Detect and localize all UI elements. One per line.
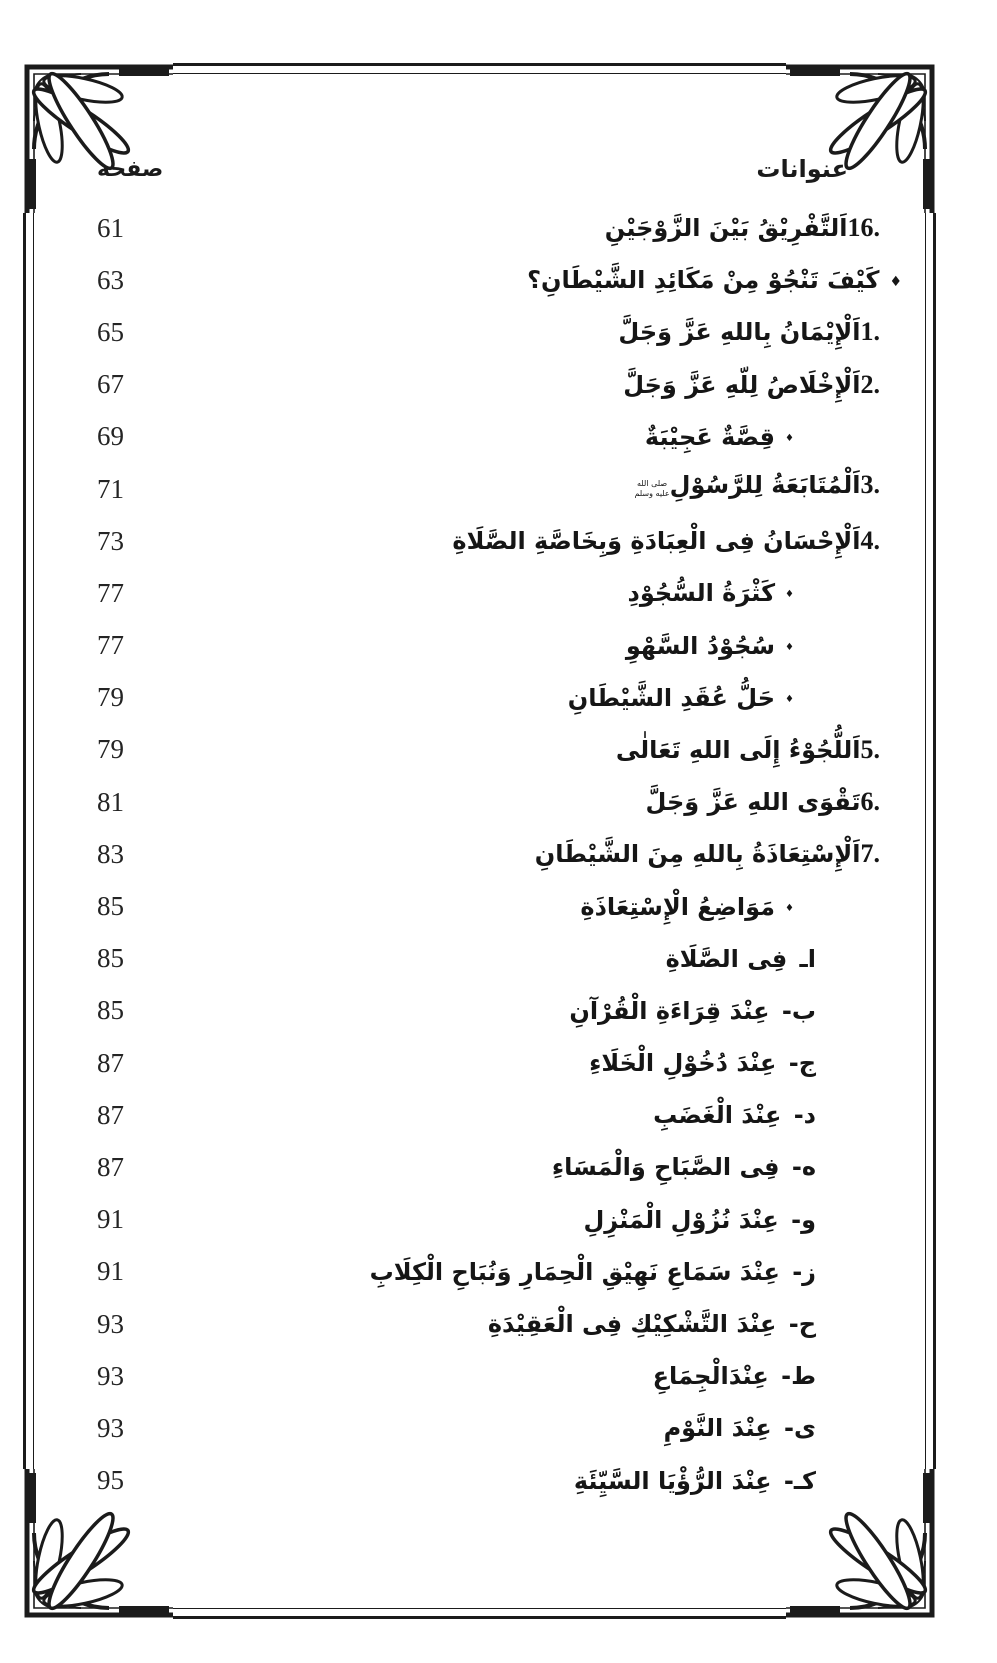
- entry-title: تَقْوَى اللهِ عَزَّ وَجَلَّ: [645, 788, 861, 817]
- toc-row: [35, 828, 930, 880]
- entry-title: عِنْدَالْجِمَاعِ: [652, 1362, 769, 1391]
- toc-row: [35, 1455, 930, 1507]
- bullet-icon: ♦: [785, 693, 794, 705]
- toc-row: [35, 567, 930, 619]
- toc-page-number: 93: [97, 1360, 124, 1391]
- bullet-icon: ♦: [785, 641, 794, 653]
- toc-entry: [625, 631, 930, 660]
- entry-title: عِنْدَ الرُّؤْيَا السَّيِّئَةِ: [573, 1466, 772, 1495]
- toc-row: [35, 1298, 930, 1350]
- toc-page-number: 77: [97, 630, 124, 661]
- toc-entry: [569, 996, 930, 1025]
- page-column-header: صفحه: [97, 156, 164, 182]
- toc-page-number: 77: [97, 577, 124, 608]
- entry-letter: ج-: [780, 1049, 816, 1078]
- toc-page-number: 79: [97, 682, 124, 713]
- entry-title: عِنْدَ الْغَضَبِ: [653, 1101, 782, 1130]
- toc-row: [35, 880, 930, 932]
- entry-letter: د-: [785, 1101, 816, 1130]
- entry-letter: ط-: [772, 1362, 816, 1391]
- toc-row: [35, 202, 930, 254]
- toc-entry: [589, 1049, 930, 1078]
- entry-title: اَلْإِخْلَاصُ لِلّهِ عَزَّ وَجَلَّ: [623, 370, 861, 399]
- toc-entry: [665, 944, 930, 973]
- toc-entry: [452, 528, 930, 554]
- toc-page-number: 85: [97, 943, 124, 974]
- entry-letter: ح-: [780, 1310, 816, 1339]
- entry-number: 6.: [860, 787, 880, 817]
- entry-letter: ز-: [783, 1257, 816, 1286]
- toc-row: [35, 254, 930, 306]
- toc-page-number: 87: [97, 1099, 124, 1130]
- toc-entry: [644, 422, 930, 451]
- entry-title: كَيْفَ تَنْجُوْ مِنْ مَكَائِدِ الشَّيْطَانِ؟: [527, 266, 880, 295]
- toc-row: [35, 1037, 930, 1089]
- entry-letter: كـ-: [775, 1466, 816, 1495]
- toc-page-number: 71: [97, 473, 124, 504]
- toc-page-number: 85: [97, 891, 124, 922]
- entry-letter: ى-: [775, 1414, 816, 1443]
- toc-page-number: 81: [97, 786, 124, 817]
- entry-title: اَلتَّفْرِيْقُ بَيْنَ الزَّوْجَيْنِ: [604, 214, 848, 243]
- toc-row: [35, 1402, 930, 1454]
- entry-title: مَوَاضِعُ الْإِسْتِعَاذَةِ: [580, 892, 776, 921]
- toc-entry: [653, 1101, 930, 1130]
- toc-entry: [615, 734, 930, 764]
- entry-number: 2.: [860, 369, 880, 399]
- toc-entry: [605, 215, 930, 241]
- entry-title: عِنْدَ النَّوْمِ: [663, 1414, 772, 1443]
- toc-page-number: 73: [97, 525, 124, 556]
- toc-row: [35, 515, 930, 567]
- entry-title: حَلُّ عُقَدِ الشَّيْطَانِ: [567, 683, 776, 712]
- entry-number: 16.: [847, 213, 880, 243]
- entry-letter: ه-: [783, 1153, 816, 1182]
- saw-honorific: صلى الله عليه وسلم: [634, 479, 670, 499]
- entry-title: كَثْرَةُ السُّجُوْدِ: [627, 579, 776, 608]
- entry-title: اَلْإِيْمَانُ بِاللهِ عَزَّ وَجَلَّ: [618, 318, 861, 347]
- entry-number: 7.: [860, 839, 880, 869]
- toc-page-number: 91: [97, 1204, 124, 1235]
- toc-row: [35, 985, 930, 1037]
- toc-entry: [663, 1414, 930, 1443]
- entry-title: عِنْدَ قِرَاءَةِ الْقُرْآنِ: [569, 996, 770, 1025]
- toc-entry: [369, 1257, 930, 1286]
- toc-entry: [567, 683, 930, 712]
- bullet-icon: ♦: [785, 432, 794, 444]
- entry-title: سُجُوْدُ السَّهْوِ: [625, 631, 776, 660]
- toc-entry: [551, 1153, 930, 1182]
- toc-page-number: 91: [97, 1256, 124, 1287]
- toc-entry: [580, 892, 930, 921]
- titles-column-header: عنوانات: [756, 155, 848, 183]
- entry-letter: ب-: [773, 996, 816, 1025]
- toc-row: [35, 306, 930, 358]
- toc-entry: [583, 1205, 930, 1234]
- toc-entry: [627, 579, 931, 608]
- toc-entry: [646, 789, 930, 815]
- toc-entry: [652, 1362, 930, 1391]
- toc-row: [35, 411, 930, 463]
- toc-row: [35, 724, 930, 776]
- entry-title: اَللُّجُوْءُ إِلَى اللهِ تَعَالٰى: [615, 735, 861, 764]
- toc-page-number: 87: [97, 1151, 124, 1182]
- toc-page-number: 85: [97, 995, 124, 1026]
- toc-row: [35, 359, 930, 411]
- entry-title: عِنْدَ التَّشْكِيْكِ فِى الْعَقِيْدَةِ: [487, 1310, 777, 1339]
- entry-number: 4.: [860, 526, 880, 556]
- toc-page-number: 65: [97, 316, 124, 347]
- entry-title: عِنْدَ سَمَاعِ نَهِيْقِ الْحِمَارِ وَنُبَاحِ الْكِلَابِ: [369, 1257, 780, 1286]
- toc-row: [35, 620, 930, 672]
- toc-page-number: 69: [97, 421, 124, 452]
- entry-number: 3.: [860, 470, 880, 500]
- bullet-icon: ♦: [785, 589, 794, 601]
- bullet-icon: ♦: [785, 902, 794, 914]
- entry-title: عِنْدَ دُخُوْلِ الْخَلَاءِ: [589, 1049, 777, 1078]
- entry-title: اَلْمُتَابَعَةُ لِلرَّسُوْلِ: [669, 471, 861, 500]
- toc-entry: [573, 1466, 930, 1495]
- toc-entry: [618, 319, 930, 345]
- toc-page-number: 95: [97, 1465, 124, 1496]
- entry-letter: اـ: [791, 944, 816, 973]
- toc-page-number: 79: [97, 734, 124, 765]
- toc-row: [35, 463, 930, 515]
- toc-page-number: 61: [97, 212, 124, 243]
- entry-title: اَلْإِحْسَانُ فِى الْعِبَادَةِ وَبِخَاصَّةِ الصَّلَاةِ: [452, 527, 861, 556]
- toc-row: [35, 1089, 930, 1141]
- entry-number: 5.: [860, 734, 880, 764]
- toc-entry: [535, 841, 930, 867]
- toc-page-number: 87: [97, 1047, 124, 1078]
- toc-row: [35, 1194, 930, 1246]
- entry-title: اَلْإِسْتِعَاذَةُ بِاللهِ مِنَ الشَّيْطَانِ: [534, 840, 861, 869]
- entry-title: عِنْدَ نُزُوْلِ الْمَنْزِلِ: [583, 1205, 779, 1234]
- toc-row: [35, 672, 930, 724]
- diamond-bullet-icon: ♦: [889, 274, 902, 291]
- toc-entry: [623, 369, 930, 399]
- toc-entry: [527, 266, 930, 295]
- entry-number: 1.: [860, 317, 880, 347]
- toc-row: [35, 1350, 930, 1402]
- toc-header: [35, 146, 930, 192]
- toc-page-number: 93: [97, 1412, 124, 1443]
- toc-page-number: 93: [97, 1308, 124, 1339]
- toc-entry: [626, 472, 930, 505]
- toc-row: [35, 933, 930, 985]
- toc-row: [35, 776, 930, 828]
- toc-page-number: 83: [97, 838, 124, 869]
- toc-row: [35, 1141, 930, 1193]
- entry-title: قِصَّةٌ عَجِيْبَةٌ: [644, 422, 776, 451]
- entry-title: فِى الصَّلَاةِ: [665, 944, 788, 973]
- toc-entry: [487, 1310, 930, 1339]
- toc-page-number: 67: [97, 369, 124, 400]
- entry-title: فِى الصَّبَاحِ وَالْمَسَاءِ: [551, 1153, 780, 1182]
- entry-letter: و-: [782, 1205, 816, 1234]
- toc-row: [35, 1246, 930, 1298]
- toc-page-number: 63: [97, 264, 124, 295]
- toc-list: [35, 202, 930, 1507]
